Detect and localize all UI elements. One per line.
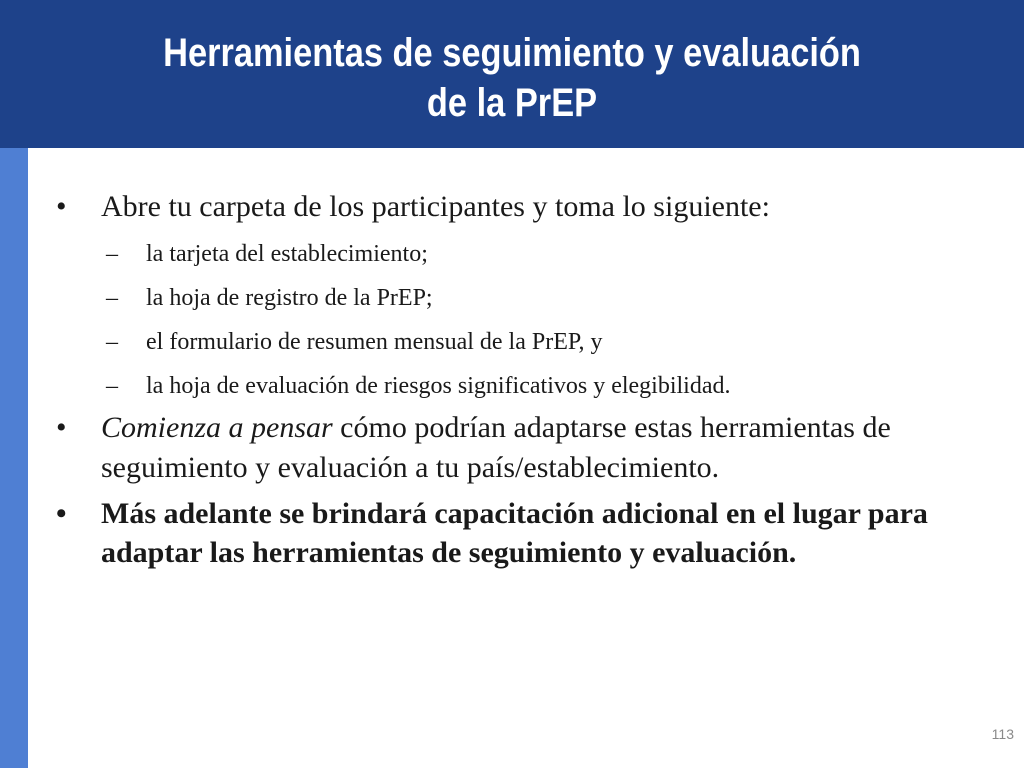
- subitem-text: el formulario de resumen mensual de la PrEP, y: [146, 329, 603, 355]
- title-line-2: de la PrEP: [426, 81, 598, 125]
- bullet-text: Más adelante se brindará capacitación adicional en el lugar para adaptar las herramientas de seguimiento y evaluación.: [101, 497, 928, 569]
- bullet-text: Abre tu carpeta de los participantes y toma lo siguiente:: [101, 190, 770, 223]
- slide-header: [0, 0, 1024, 148]
- slide-body: [56, 186, 956, 572]
- page-number: 113: [991, 726, 1014, 742]
- subitem-text: la tarjeta del establecimiento;: [146, 241, 428, 267]
- subitem-text: la hoja de registro de la PrEP;: [146, 285, 433, 311]
- subitem-marker: –: [106, 373, 118, 399]
- bullet-additional-training: [56, 494, 956, 572]
- bullet-marker: •: [56, 497, 67, 530]
- bullet-marker: •: [56, 190, 67, 223]
- bullet-text: cómo podrían adaptarse estas herramientas de seguimiento y evaluación a tu país/establecimiento.: [101, 411, 891, 484]
- subitem-text: la hoja de evaluación de riesgos significativos y elegibilidad.: [146, 373, 731, 399]
- subitem-marker: –: [106, 329, 118, 355]
- subitem-prep-register: [56, 276, 956, 320]
- subitem-marker: –: [106, 241, 118, 267]
- subitem-establishment-card: [56, 232, 956, 276]
- subitem-marker: –: [106, 285, 118, 311]
- bullet-open-folder: [56, 186, 956, 228]
- title-line-1: Herramientas de seguimiento y evaluación: [163, 31, 861, 75]
- slide-title: [72, 28, 953, 128]
- bullet-emphasis-text: Comienza a pensar: [101, 411, 333, 444]
- subitem-risk-eligibility: [56, 364, 956, 408]
- left-accent-bar: [0, 148, 28, 768]
- bullet-marker: •: [56, 411, 67, 444]
- bullet-start-thinking: [56, 408, 956, 488]
- subitem-monthly-summary: [56, 320, 956, 364]
